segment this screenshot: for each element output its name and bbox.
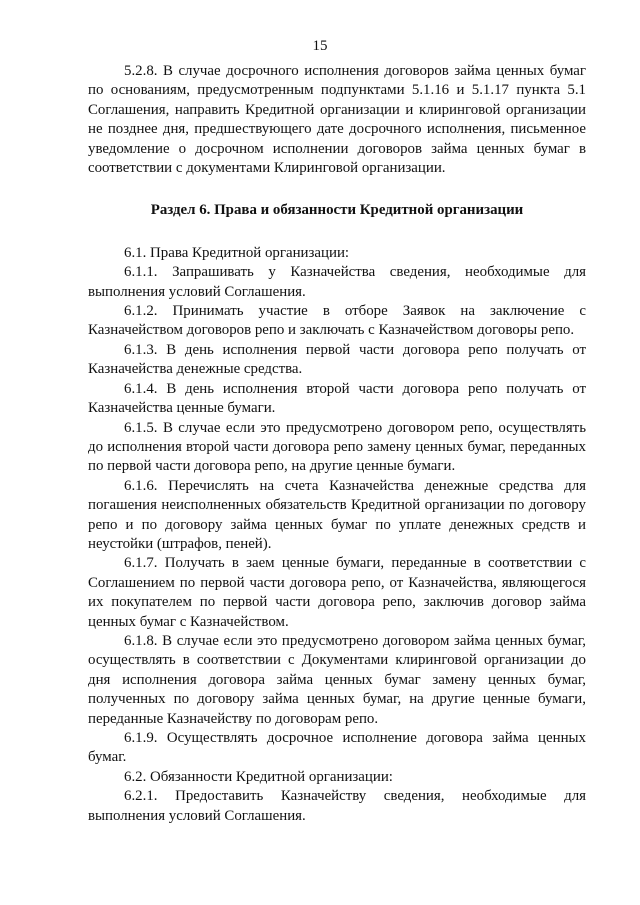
paragraph-6-1-2: 6.1.2. Принимать участие в отборе Заявок на заключение с Казначейством договоров репо и заключать с Казначейством договоры репо. — [88, 303, 586, 339]
page-number: 15 — [312, 38, 328, 54]
paragraph-6-1-1: 6.1.1. Запрашивать у Казначейства сведения, необходимые для выполнения условий Соглашения. — [88, 264, 586, 300]
paragraph-6-1-9: 6.1.9. Осуществлять досрочное исполнение договора займа ценных бумаг. — [88, 730, 586, 766]
paragraph-6-1-5: 6.1.5. В случае если это предусмотрено договором репо, осуществлять до исполнения второй части договора репо замену ценных бумаг, переданных по первой части договора репо, на другие ценные бумаги. — [88, 419, 586, 475]
paragraph-6-1-6: 6.1.6. Перечислять на счета Казначейства денежные средства для погашения неисполненных обязательств Кредитной организации по договору репо и по договору займа ценных бумаг по уплате денежных средств и неустойки (штрафов, пеней). — [88, 477, 586, 552]
paragraph-6-2: 6.2. Обязанности Кредитной организации: — [124, 768, 393, 785]
paragraph-6-1-8: 6.1.8. В случае если это предусмотрено договором займа ценных бумаг, осуществлять в соответствии с Документами клиринговой организации до дня исполнения договора займа ценных бумаг замену ценных бумаг, полученных по договору займа ценных бумаг, на другие ценные бумаги, переданные Казначейству по договорам репо. — [88, 632, 586, 727]
page-content — [88, 62, 586, 826]
paragraph-6-2-1: 6.2.1. Предоставить Казначейству сведения, необходимые для выполнения условий Соглашения. — [88, 788, 586, 824]
paragraph-5-2-8: 5.2.8. В случае досрочного исполнения договоров займа ценных бумаг по основаниям, предусмотренным подпунктами 5.1.16 и 5.1.17 пункта 5.1 Соглашения, направить Кредитной организации и клиринговой организации не позднее дня, предшествующего дате досрочного исполнения, письменное уведомление о досрочном исполнении договоров займа ценных бумаг в соответствии с документами Клиринговой организации. — [88, 63, 586, 177]
paragraph-6-1-7: 6.1.7. Получать в заем ценные бумаги, переданные в соответствии с Соглашением по первой части договора репо, от Казначейства, являющегося их покупателем по первой части договора репо, заключив договор займа ценных бумаг с Казначейством. — [88, 555, 586, 630]
section-6-heading: Раздел 6. Права и обязанности Кредитной организации — [150, 202, 524, 219]
paragraph-6-1-3: 6.1.3. В день исполнения первой части договора репо получать от Казначейства денежные средства. — [88, 341, 586, 378]
paragraph-6-1-4: 6.1.4. В день исполнения второй части договора репо получать от Казначейства ценные бумаги. — [88, 380, 586, 417]
paragraph-6-1: 6.1. Права Кредитной организации: — [124, 244, 350, 261]
